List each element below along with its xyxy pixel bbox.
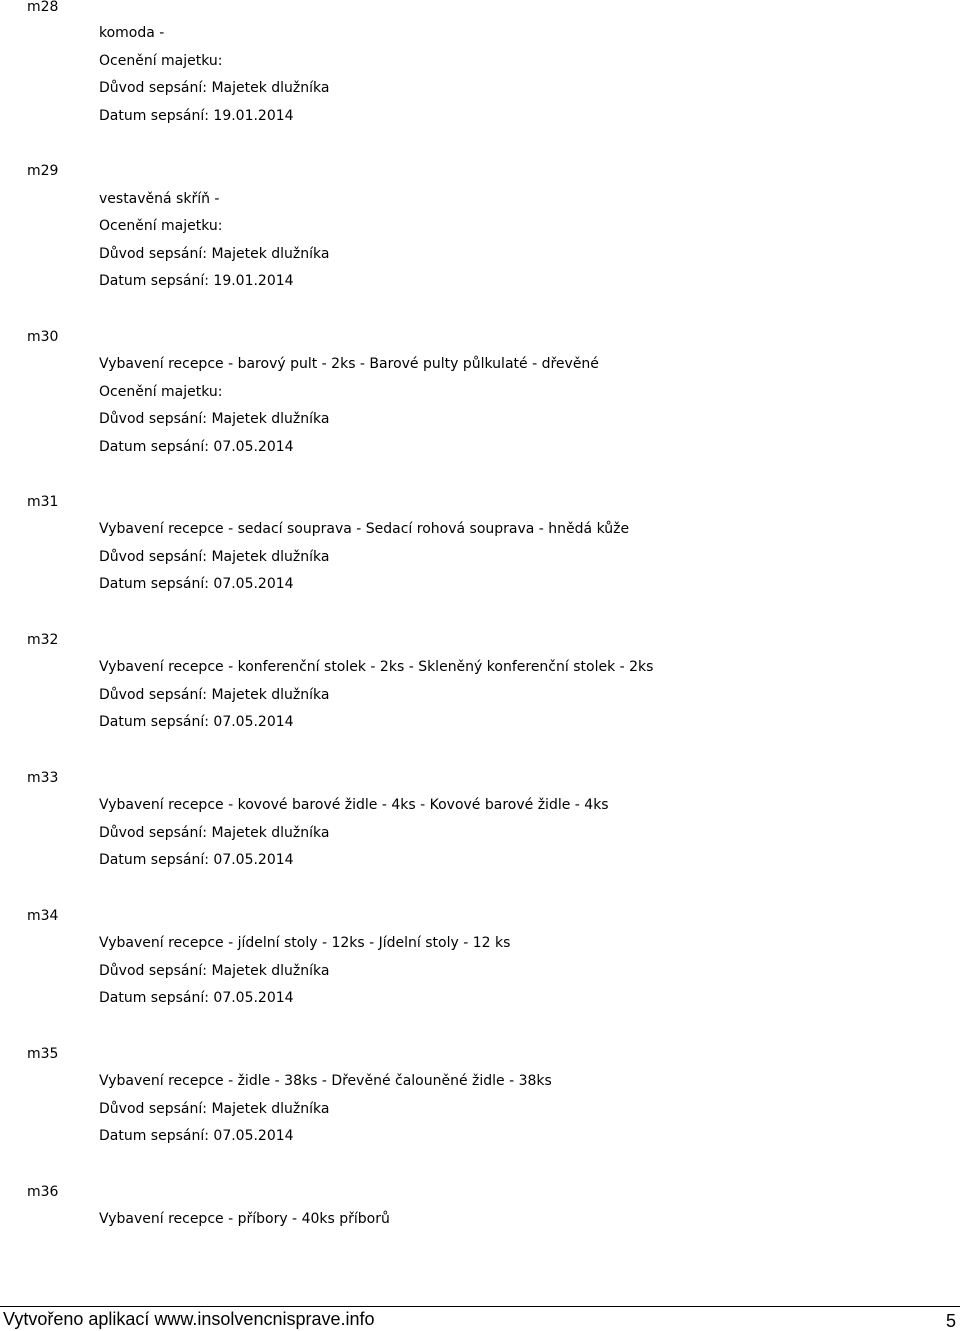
item-id: m29 [27,163,59,179]
item-date: Datum sepsání: 07.05.2014 [99,1128,294,1144]
item-id: m31 [27,494,59,510]
item-reason: Důvod sepsání: Majetek dlužníka [99,549,330,565]
item-id: m36 [27,1184,59,1200]
footer-divider [0,1306,960,1307]
page-number: 5 [945,1311,956,1331]
item-date: Datum sepsání: 19.01.2014 [99,273,294,289]
item-date: Datum sepsání: 07.05.2014 [99,852,294,868]
item-id: m32 [27,632,59,648]
item-id: m35 [27,1046,59,1062]
item-description: vestavěná skříň - [99,191,220,207]
item-reason: Důvod sepsání: Majetek dlužníka [99,825,330,841]
item-description: Vybavení recepce - barový pult - 2ks - Barové pulty půlkulaté - dřevěné [99,356,599,372]
item-date: Datum sepsání: 07.05.2014 [99,990,294,1006]
item-description: Vybavení recepce - židle - 38ks - Dřevěné čalouněné židle - 38ks [99,1073,552,1089]
item-id: m30 [27,329,59,345]
item-date: Datum sepsání: 07.05.2014 [99,576,294,592]
item-description: Vybavení recepce - jídelní stoly - 12ks - Jídelní stoly - 12 ks [99,935,511,951]
footer-credit: Vytvořeno aplikací www.insolvencnisprave.info [3,1309,375,1329]
item-description: komoda - [99,25,165,41]
item-id: m28 [27,0,59,15]
item-description: Vybavení recepce - konferenční stolek - 2ks - Skleněný konferenční stolek - 2ks [99,659,654,675]
item-description: Vybavení recepce - kovové barové židle - 4ks - Kovové barové židle - 4ks [99,797,609,813]
item-reason: Důvod sepsání: Majetek dlužníka [99,963,330,979]
item-valuation: Ocenění majetku: [99,218,223,234]
item-date: Datum sepsání: 07.05.2014 [99,439,294,455]
item-valuation: Ocenění majetku: [99,53,223,69]
item-date: Datum sepsání: 19.01.2014 [99,108,294,124]
item-reason: Důvod sepsání: Majetek dlužníka [99,246,330,262]
item-reason: Důvod sepsání: Majetek dlužníka [99,687,330,703]
item-valuation: Ocenění majetku: [99,384,223,400]
item-description: Vybavení recepce - příbory - 40ks příborů [99,1211,390,1227]
item-date: Datum sepsání: 07.05.2014 [99,714,294,730]
item-reason: Důvod sepsání: Majetek dlužníka [99,80,330,96]
item-description: Vybavení recepce - sedací souprava - Sedací rohová souprava - hnědá kůže [99,521,630,537]
item-reason: Důvod sepsání: Majetek dlužníka [99,1101,330,1117]
item-id: m33 [27,770,59,786]
item-reason: Důvod sepsání: Majetek dlužníka [99,411,330,427]
item-id: m34 [27,908,59,924]
